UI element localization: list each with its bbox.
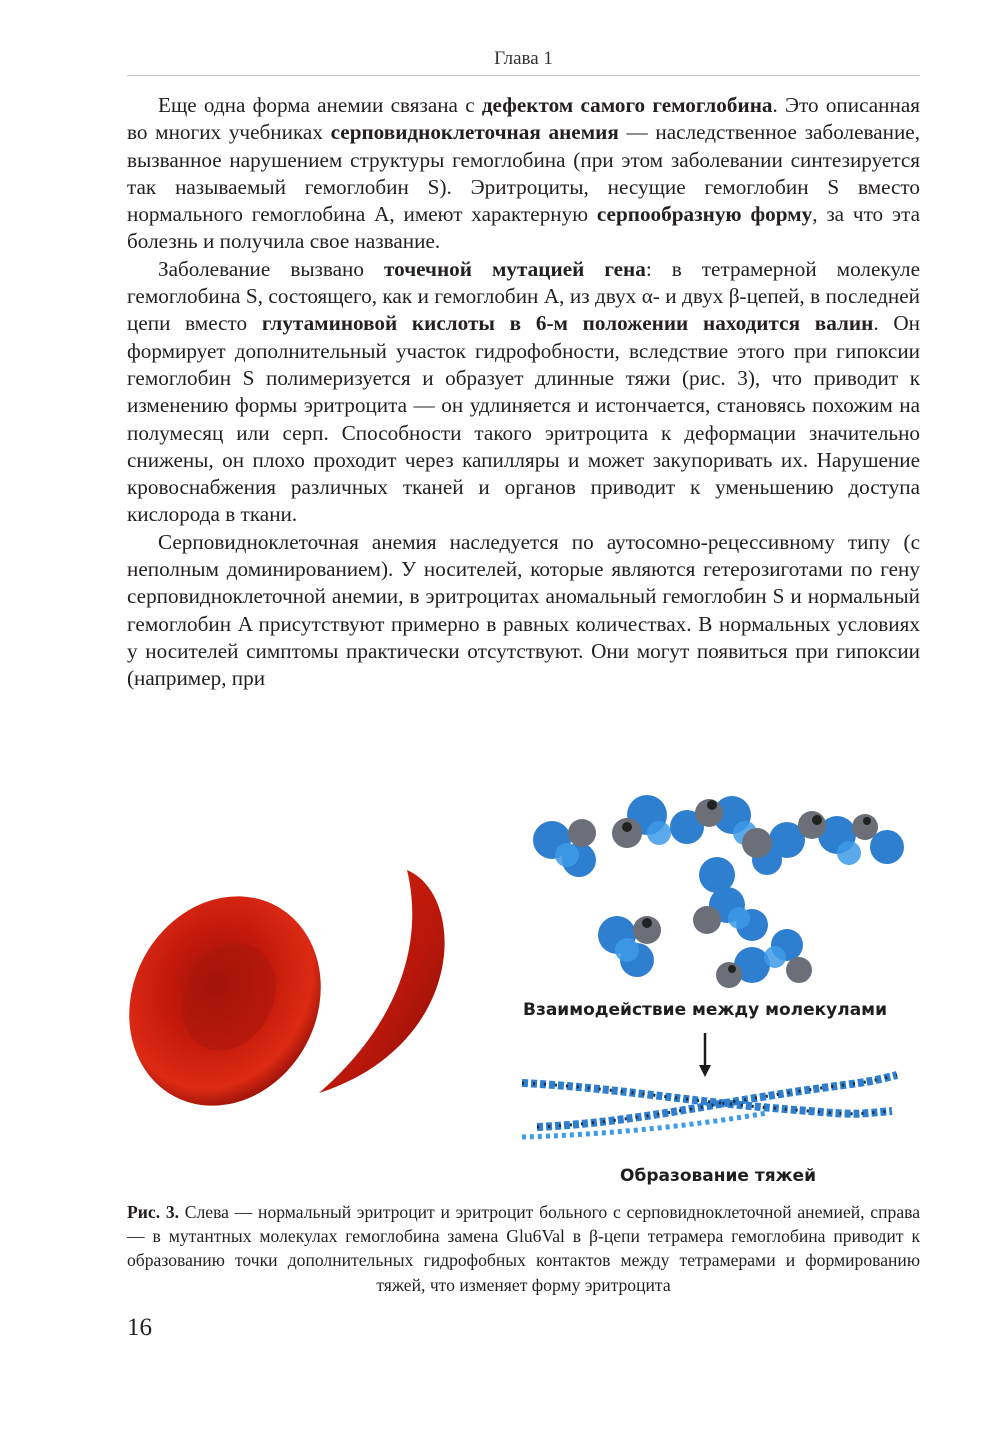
bold-term: дефектом самого гемоглобина xyxy=(481,93,773,117)
hemoglobin-molecules xyxy=(533,795,904,988)
text-run: Еще одна форма анемии связана с xyxy=(158,93,482,117)
body-text xyxy=(127,92,920,693)
text-run: . Это описанная во многих учебниках xyxy=(127,93,920,145)
header-divider xyxy=(127,75,920,76)
normal-erythrocyte xyxy=(127,862,357,1139)
paragraph xyxy=(127,92,920,256)
sickle-erythrocyte xyxy=(319,870,445,1093)
caption-text: Слева — нормальный эритроцит и эритроцит больного с серповидноклеточной анемией, справа — в мутантных молекулах гемоглобина замена Glu6Val в β-цепи тетрамера гемоглобина приводит к образованию точки дополнительных гидрофобных контактов между тетрамерами и формированию тяжей, что изменяет форму эритроцита xyxy=(127,1202,921,1295)
page-number: 16 xyxy=(127,1314,152,1341)
hemoglobin-fibers xyxy=(522,1075,897,1137)
bold-term: точечной мутацией гена xyxy=(384,256,646,281)
text-run: Заболевание вызвано xyxy=(158,256,385,281)
text-run: : в тетрамерной молекуле гемоглобина S, состоящего, как и гемоглобин A, из двух α- и двух β-цепей, в последней цепи вместо xyxy=(127,256,920,336)
down-arrow xyxy=(699,1033,711,1077)
figure-caption xyxy=(127,1200,920,1297)
text-run: . Он формирует дополнительный участок гидрофобности, вследствие этого при гипоксии гемоглобин S полимеризуется и образует длинные тяжи (рис. 3), что приводит к изменению формы эритроцита — он удлиняется и истончается, становясь похожим на полумесяц или серп. Способности такого эритроцита к деформации значительно снижены, он плохо проходит через капилляры и может закупоривать их. Нарушение кровоснабжения различных тканей и органов приводит к уменьшению доступа кислорода в ткани. xyxy=(127,311,920,527)
text-run: Серповидноклеточная анемия наследуется по аутосомно-рецессивному типу (с неполным доминированием). У носителей, которые являются гетерозиготами по гену серповидноклеточной анемии, в эритроцитах аномальный гемоглобин S и нормальный гемоглобин A присутствуют примерно в равных количествах. В нормальных условиях у носителей симптомы практически отсутствуют. Они могут появиться при гипоксии (например, при xyxy=(127,529,920,691)
running-header: Глава 1 xyxy=(494,48,553,69)
label-fiber-formation: Образование тяжей xyxy=(620,1166,816,1186)
paragraph xyxy=(127,529,920,693)
text-run: — наследственное заболевание, вызванное нарушением структуры гемоглобина (при этом заболевании синтезируется так называемый гемоглобин S). Эритроциты, несущие гемоглобин S вместо нормального гемоглобина A, имеют характерную xyxy=(127,120,920,227)
bold-term: серповидноклеточная анемия xyxy=(330,120,619,145)
figure-3 xyxy=(127,775,920,1195)
bold-term: глутаминовой кислоты в 6-м положении находится валин xyxy=(261,311,874,336)
paragraph xyxy=(127,256,920,529)
bold-term: серпообразную форму xyxy=(596,202,813,227)
text-run: , за что эта болезнь и получила свое название. xyxy=(127,202,920,254)
caption-label: Рис. 3. xyxy=(127,1202,180,1222)
figure-illustration xyxy=(127,775,920,1195)
label-molecular-interaction: Взаимодействие между молекулами xyxy=(523,1000,887,1020)
